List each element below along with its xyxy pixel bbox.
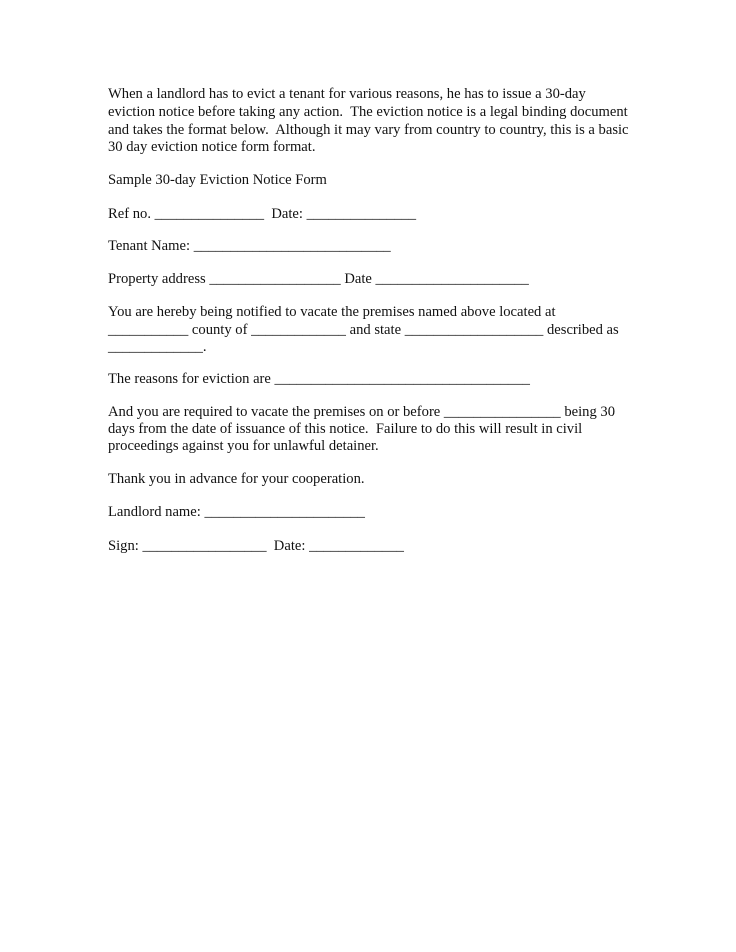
intro-line-4: 30 day eviction notice form format. (108, 139, 316, 155)
ref-date-field: Ref no. _______________ Date: _______________ (108, 206, 417, 222)
property-address-field: Property address __________________ Date _____________________ (108, 271, 529, 287)
notice-line-3: _____________. (108, 339, 207, 355)
intro-line-1: When a landlord has to evict a tenant for various reasons, he has to issue a 30-day (108, 86, 586, 102)
required-line-1: And you are required to vacate the premises on or before ________________ being 30 (108, 404, 615, 420)
notice-line-2: ___________ county of _____________ and state ___________________ described as (108, 322, 619, 338)
form-title: Sample 30-day Eviction Notice Form (108, 172, 327, 188)
thank-you-text: Thank you in advance for your cooperation. (108, 471, 365, 487)
notice-line-1: You are hereby being notified to vacate the premises named above located at (108, 304, 556, 320)
required-line-2: days from the date of issuance of this notice. Failure to do this will result in civil (108, 421, 583, 437)
eviction-reasons-field: The reasons for eviction are ___________________________________ (108, 371, 530, 387)
sign-date-field: Sign: _________________ Date: _____________ (108, 538, 404, 554)
landlord-name-field: Landlord name: ______________________ (108, 504, 365, 520)
required-line-3: proceedings against you for unlawful detainer. (108, 438, 379, 454)
intro-line-3: and takes the format below. Although it may vary from country to country, this is a basic (108, 122, 629, 138)
intro-line-2: eviction notice before taking any action. The eviction notice is a legal binding document (108, 104, 628, 120)
tenant-name-field: Tenant Name: ___________________________ (108, 238, 391, 254)
